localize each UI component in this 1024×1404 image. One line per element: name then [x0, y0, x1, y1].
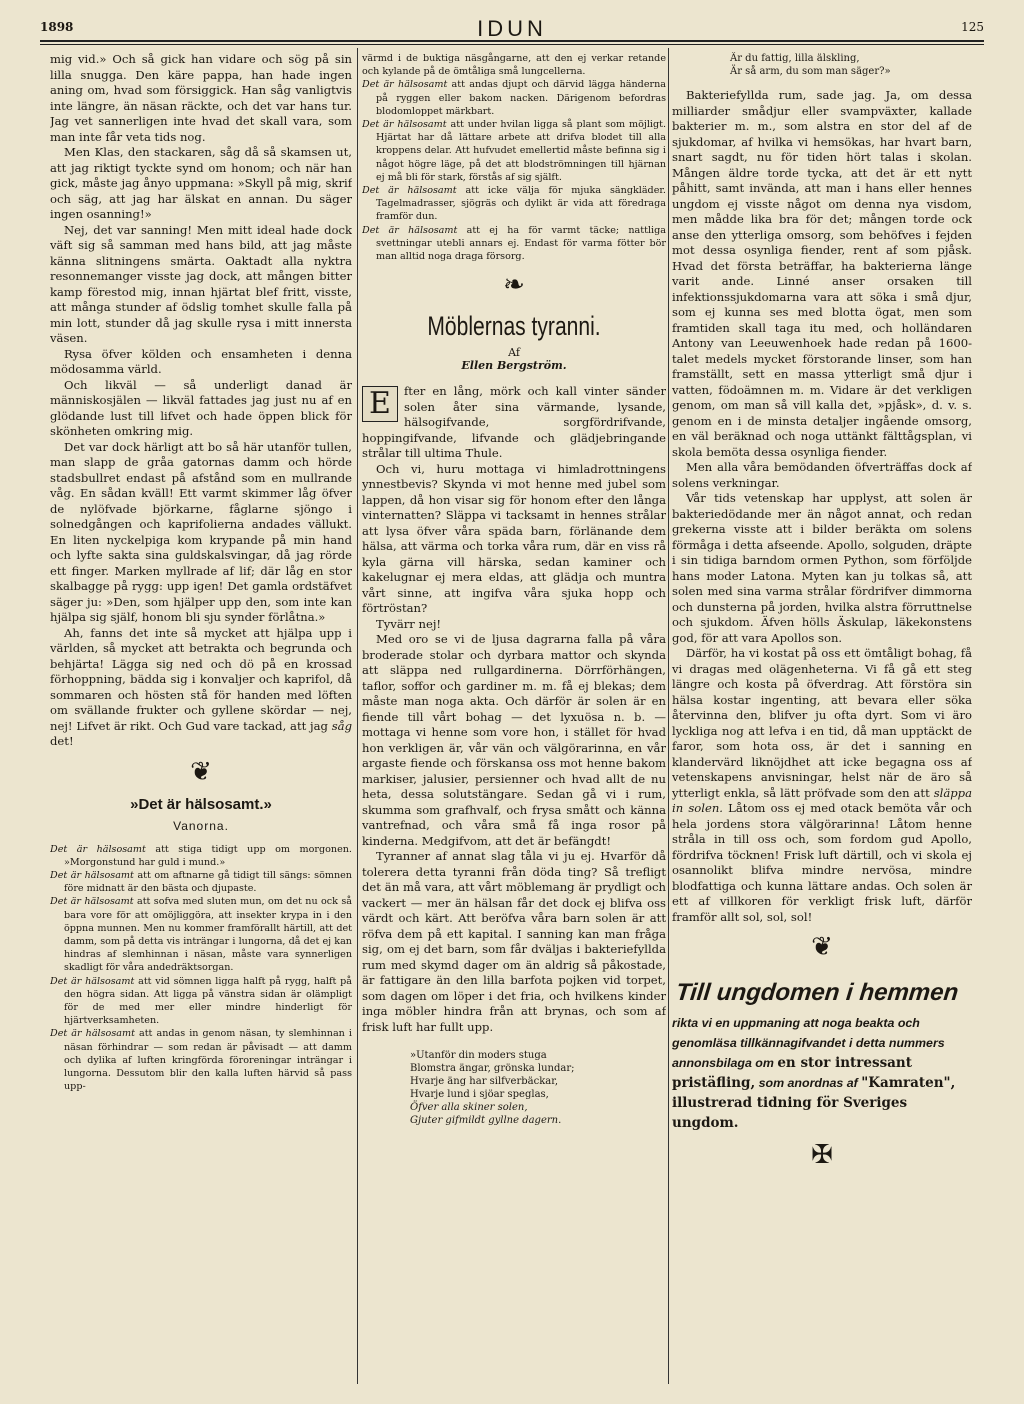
paragraph-text: Ah, fanns det inte så mycket att hjälpa upp i världen, så mycket att betrakta och begrunda och behjärta! Lägga sig ned och dö på en krossad förhoppning, bädda sig i konvaljer och kaprifol, då sommaren och hösten stå för handen med löften om svällande frukter och gyllene skördar — nej, nej! Lifvet är rikt. Och Gud vare tackad, att jag — [50, 625, 352, 733]
health-list-continued — [362, 52, 666, 263]
poem — [410, 1049, 666, 1127]
ornament-icon: ❧ — [503, 270, 525, 301]
item-keyword: hälsosamt — [407, 185, 457, 197]
header-rule — [40, 40, 984, 42]
item-text: att andas djupt och därvid lägga händerna på ryggen eller bakom nacken. Därigenom befordras blodomloppet märkbart. — [376, 79, 666, 117]
paragraph: Och vi, huru mottaga vi himladrottningens ynnestbevis? Skynda vi mot henne med jubel som lappen, då hon visar sig för honom efter den långa vinternatten? Släppa vi tacksamt in hennes strålar att lysa öfver våra späda barn, förlänande dem hälsa, att värma och torka våra rum, där en viss rå kyla gärna vill härska, sedan kaminer och kakelugnar ej mera eldas, att glädja och muntra vårt sinne, att ingifva våra sjuka hopp och förtröstan? — [362, 461, 666, 616]
paragraph: Vår tids vetenskap har upplyst, att solen är bakteriedödande mer än något annat, och redan grekerna visste att i bilder beräkta om solens förmåga i detta afseende. Apollo, solguden, dräpte i sin tidiga barndom ormen Python, som förföljde hans moder Latona. Myten kan ju tolkas så, att solen med sina varma strålar fördrifver dimmorna och dunsterna på jorden, hvilka alstra förruttnelse och sjukdom. Äfven hölls Äskulap, läkekonstens god, för att vara Apollos son. — [672, 491, 972, 645]
paragraph: Med oro se vi de ljusa dagrarna falla på våra broderade stolar och dyrbara mattor och skynda att släppa ned rullgardinerna. Dörrförhängen, taflor, soffor och gardiner m. m. få ej blekas; dem måste man noga akta. Och därför är solen är en fiende till vårt bohag — det lyxuösa n. b. — mottaga vi henne som vore hon, i stället för hvad hon verkligen är, vår vän och välgörarinna, en vår argaste fiende och förskansa oss mot henne bakom markiser, jalusier, persienner och hvad allt de nu heta, dessa solutstängare. Sedan gå vi i rum, skumma som grafhvalf, och frysa smått och känna vantrefnad, och våra små få inga rosor på kinderna. Medgifvom, att det är befängdt! — [362, 632, 666, 848]
item-keyword: hälsosamt — [85, 1028, 135, 1040]
item-text: att om aftnarne gå tidigt till sängs: sömnen före midnatt är den bästa och djupaste. — [64, 869, 352, 895]
list-item — [50, 975, 352, 1028]
item-keyword: hälsosamt — [408, 224, 458, 236]
ornament-icon: ✠ — [811, 1140, 833, 1170]
paragraph: Tyranner af annat slag tåla vi ju ej. Hvarför då tolerera detta tyranni från döda ting? Så trefligt det än må vara, att vårt möblemang är prydligt och vackert — mer än hälsan får det dock ej blifva oss värdt och kärt. Att beröfva våra barn solen är att röfva dem på ett kapital. I sanning kan man fråga sig, om ej det barn, som får dväljas i bakteriefyllda rum med skymd dager om än aldrig så påkostade, är fattigare än den lilla barfota pojken vid torpet, som dagen om löper i det fria, och hvilkens kinder inga möbler hindra från att brynas, och som af frisk luft har fullt upp. — [362, 849, 666, 1034]
item-keyword: hälsosamt — [96, 843, 146, 855]
paragraph: Bakteriefyllda rum, sade jag. Ja, om dessa milliarder smådjur eller svampväxter, kallade bakterier m. m., som alstra en stor del af de sjukdomar, af hvilka vi hemsökas, har hvart barn, snart sagdt, nu för tiden hört talas i skolan. Mången äldre torde tycka, att det är ett nytt påhitt, samt invända, att man i hans eller hennes ungdom ej visste något om denna nya visdom, men mådde lika bra för det; mången torde ock anse den ytterliga omsorg, som behöfves i fejden mot dessa osynliga fiender, rent af som pjåsk. Hvad det första beträffar, ha bakterierna länge varit ande. Linné anser orsaken till infektionssjukdomarna vara att söka i små djur, som ej kunna ses med blotta ögat, men som framtiden skall taga itu med, och holländaren Antony van Leeuwenhoek hade redan på 1600-talet medels mycket förstorande linser, som han framställt, sett en massa ytterligt små djur i vatten, födoämnen m. m. Vidare är det verkligen genom, om man så vill kalla det, »pjåsk», d. v. s. genom en i de minsta detaljer ingående omsorg, en väl beräknad och noga uttänkt fälttågsplan, vi skola bemöta dessa osynliga fiender. — [672, 88, 972, 459]
item-lead: Det är — [50, 1028, 82, 1040]
item-text: att andas in genom näsan, ty slemhinnan i näsan förhindrar — som redan är påvisadt — att damm och dylika af luften kringförda föroreningar inträngar i lungorna. Dessutom blir den kalla luften härvid så pass upp- — [64, 1028, 352, 1093]
item-keyword: hälsosamt — [398, 79, 448, 91]
ad-highlight: en stor intressant pristäfling, — [672, 1055, 912, 1091]
paragraph-text: det! — [50, 734, 74, 748]
drop-cap: E — [362, 386, 398, 422]
advertisement-body — [672, 1013, 972, 1133]
poem-line: Är så arm, du som man säger?» — [730, 66, 891, 77]
item-lead: Det är — [50, 896, 81, 908]
list-item — [50, 1027, 352, 1093]
item-text: att icke välja för mjuka sängkläder. Tagelmadrasser, sjögräs och dylikt är vida att föredraga framför dun. — [376, 185, 666, 223]
item-keyword: hälsosamt — [397, 119, 447, 131]
page-header — [40, 14, 984, 41]
byline-prefix: Af — [508, 346, 520, 360]
item-lead: Det är — [50, 975, 82, 987]
paragraph: Och likväl — så underligt danad är människosjälen — likväl fattades jag just nu af en glödande lust till lifvet och hade öppen blick för skönheten omkring mig. — [50, 377, 352, 438]
paragraph — [672, 646, 972, 925]
list-item — [50, 895, 352, 974]
item-lead: Det är — [362, 119, 394, 131]
paragraph: Rysa öfver kölden och ensamheten i denna mödosamma värld. — [50, 346, 352, 376]
paragraph — [50, 626, 352, 750]
poem-line: »Utanför din moders stuga — [410, 1050, 547, 1062]
health-list — [50, 843, 352, 1094]
list-item — [50, 843, 352, 869]
paragraph-text: Låtom oss ej med otack bemöta vår och hela jordens stora välgörarinna! Låtom henne stråla in till oss och, som fordom gud Apollo, fördrifva töcknen! Frisk luft därtill, och vi skola ej osannolikt blifva mindre nervösa, mindre blodfattiga och kunna lättare andas. Och solen är ett af villkoren för verkligt frisk luft, därför framför allt sol, sol, sol! — [672, 801, 972, 924]
poem-line: Hvarje äng har silfverbäckar, — [410, 1076, 559, 1088]
poem-line: Gjuter gifmildt gyllne dagern. — [410, 1115, 562, 1127]
paragraph — [362, 384, 666, 462]
ornament-icon: ❦ — [811, 932, 833, 962]
ad-text: rikta vi en uppmaning att noga beakta och genomläsa tillkännagifvandet i detta nummers annonsbilaga om — [672, 1016, 945, 1070]
column-3 — [672, 52, 972, 1384]
list-item — [362, 118, 666, 184]
emphasis: släppa in solen. — [672, 785, 972, 815]
paragraph: Men Klas, den stackaren, såg då så skamsen ut, att jag riktigt tyckte synd om honom; och när han gick, måste jag ånyo uppmana: »Skyll på mig, skrif och säg, att jag har älskat en annan. Du säger ingen osanning!» — [50, 145, 352, 221]
item-lead: Det är — [50, 843, 88, 855]
list-item — [362, 78, 666, 118]
poem-line: Är du fattig, lilla älskling, — [730, 53, 860, 64]
article-title: »Det är hälsosamt.» — [130, 795, 272, 813]
ad-highlight: "Kamraten", illustrerad tidning för Sveriges ungdom. — [672, 1075, 956, 1131]
item-lead: Det är — [50, 869, 82, 881]
item-text: att ej ha för varmt täcke; nattliga svettningar utebli annars ej. Endast för varma fötter bör man alltid noga draga försorg. — [376, 224, 666, 263]
item-text: att vid sömnen ligga halft på rygg, halft på den högra sidan. Att ligga på vänstra sidan är olämpligt för de med mer eller mindre hinderligt för hjärtverksamheten. — [64, 975, 352, 1027]
list-item: värmd i de buktiga näsgångarne, att den ej verkar retande och kylande på de ömtåliga små lungcellerna. — [362, 53, 666, 78]
header-rule-thin — [40, 44, 984, 45]
poem-line: Blomstra ängar, grönska lundar; — [410, 1063, 575, 1075]
masthead-title: IDUN — [477, 16, 547, 41]
ad-text: som anordnas af — [758, 1076, 858, 1090]
column-divider — [668, 48, 669, 1384]
item-lead: Det är — [362, 79, 394, 91]
item-text: att under hvilan ligga så plant som möjligt. Hjärtat har då lättare arbete att drifva blodet till alla kroppens delar. Att hufvudet emellertid måste befinna sig i något högre läge, på det att blodströmningen till hjärnan ej må bli för stark, förstås af sig själft. — [376, 119, 666, 183]
page-number: 125 — [961, 20, 984, 34]
article-author: Ellen Bergström. — [461, 359, 567, 373]
paragraph-text: Därför, ha vi kostat på oss ett ömtåligt bohag, få vi dragas med olägenheterna. Vi få gå ett steg längre och kosta på öfverdrag. Att förstöra sin hälsa kostar ingenting, att bevara eller söka återvinna den, blifver ju ofta dyrt. Som vi äro lyckliga nog att lefva i en tid, då man upptäckt de faror, som hota oss, är det i sanning en klandervärd liknöjdhet att icke begagna oss af vetenskapens anvisningar, helst när de äro så ytterligt enkla, så lätt pröfvade som den att — [672, 646, 972, 800]
paragraph: Tyvärr nej! — [376, 616, 442, 631]
column-1 — [50, 52, 352, 1384]
item-text: att stiga tidigt upp om morgonen. »Morgonstund har guld i mund.» — [64, 843, 352, 868]
item-text: att sofva med sluten mun, om det nu ock så bara vore för att omöjliggöra, att insekter krypa in i den öppna munnen. Men nu kommer framförallt härtill, att det damm, som på detta vis inträngar i lungorna, då det ej kan hindras af slemhinnan i näsan, måste vara synnerligen skadligt för våra andedräktsorgan. — [64, 896, 352, 974]
paragraph-text: fter en lång, mörk och kall vinter sänder solen åter sina värmande, lysande, hälsogifvande, sorgfördrifvande, hoppingifvande, lifvande och glädjebringande strålar till ultima Thule. — [362, 384, 666, 461]
paragraph: Det var dock härligt att bo så här utanför tullen, man slapp de gråa gatornas damm och hörde stadsbullret endast på afstånd som en mullrande våg. En sådan kväll! Ett varmt skimmer låg öfver de nylöfvade björkarne, fåglarne sjöngo i solnedgången och kaprifolierna andades vällukt. En liten nyckelpiga kom krypande på min hand och lyfte sakta sina guldskalsvingar, då jag rörde ett finger. Marken myllrade af lif; där låg en stor skalbagge på rygg: upp igen! Det gamla ordstäfvet säger ju: »Den, som hjälper upp den, som inte kan hjälpa sig själf, honom bli sju synder förlåtna.» — [50, 439, 352, 624]
list-item — [362, 224, 666, 264]
paragraph: Nej, det var sanning! Men mitt ideal hade dock väft sig så samman med hans bild, att jag måste känna slitningens smärta. Oaktadt alla nyktra resonnemanger visste jag dock, att mången bitter kamp förestod mig, innan hjärtat blef fritt, visste, att många stunder af ödslig tomhet skulle falla på min lott, stunder då jag skulle rysa i mitt innersta väsen. — [50, 222, 352, 345]
item-keyword: hälsosamt — [84, 869, 134, 881]
poem — [730, 52, 972, 78]
item-keyword: hälsosamt — [84, 896, 134, 908]
paragraph: mig vid.» Och så gick han vidare och sög på sin lilla snugga. Den käre pappa, han hade ingen aning om, hvad som försiggick. Han såg vanligtvis inte längre, än näsan räckte, och det var hans tur. Jag vet sannerligen inte hvad det skall vara, som man inte får veta tids nog. — [50, 52, 352, 144]
emphasis: såg — [331, 718, 352, 733]
advertisement-title: Till ungdomen i hemmen — [674, 979, 960, 1006]
item-lead: Det är — [362, 185, 399, 197]
header-year: 1898 — [40, 20, 74, 34]
item-lead: Det är — [362, 224, 399, 236]
paragraph: Men alla våra bemödanden öfverträffas dock af solens verkningar. — [672, 460, 972, 490]
list-item — [50, 869, 352, 895]
item-keyword: hälsosamt — [85, 975, 135, 987]
column-2 — [362, 52, 666, 1384]
list-item — [362, 184, 666, 224]
column-divider — [357, 48, 358, 1384]
article-title: Möblernas tyranni. — [427, 311, 601, 342]
poem-line: Öfver alla skiner solen, — [410, 1102, 528, 1114]
poem-line: Hvarje lund i sjöar speglas, — [410, 1089, 549, 1101]
article-subtitle: Vanorna. — [173, 818, 229, 833]
ornament-icon: ❦ — [190, 756, 212, 787]
